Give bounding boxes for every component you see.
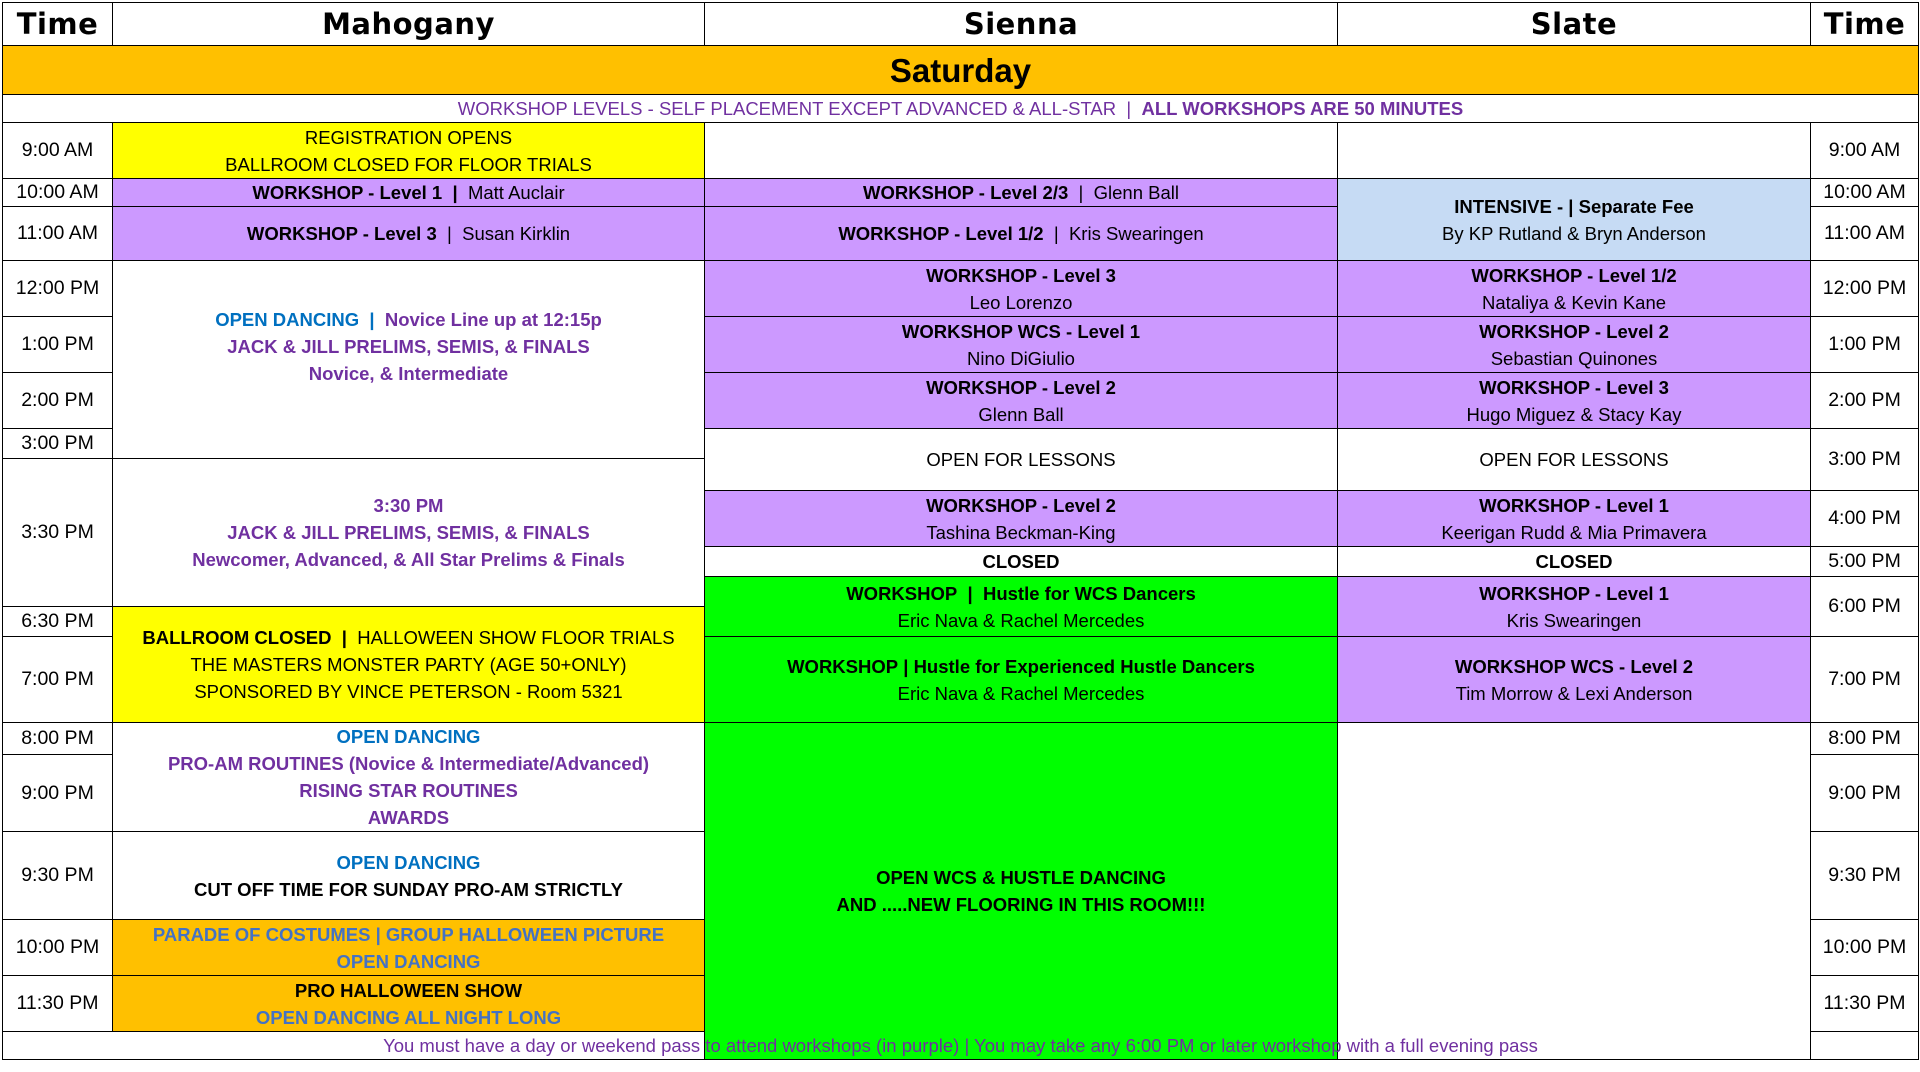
- time-cell-right: 9:30 PM: [1811, 832, 1919, 920]
- time-cell-right: 11:00 AM: [1811, 207, 1919, 261]
- time-cell-left: 11:30 PM: [3, 976, 113, 1032]
- mahogany-registration: REGISTRATION OPENS BALLROOM CLOSED FOR FLOOR TRIALS: [113, 123, 705, 179]
- note-separator: |: [1126, 98, 1132, 119]
- slate-intensive: INTENSIVE - | Separate Fee By KP Rutland & Bryn Anderson: [1338, 179, 1811, 261]
- time-cell-left: 10:00 PM: [3, 920, 113, 976]
- time-cell-right: 6:00 PM: [1811, 577, 1919, 637]
- room-header-slate: Slate: [1338, 3, 1811, 46]
- time-cell-left: 1:00 PM: [3, 317, 113, 373]
- time-cell-left: 11:00 AM: [3, 207, 113, 261]
- time-cell-left: 7:00 PM: [3, 637, 113, 723]
- time-cell-left: 9:30 PM: [3, 832, 113, 920]
- sienna-workshop-level2: WORKSHOP - Level 2 Glenn Ball: [705, 373, 1338, 429]
- slate-workshop-level2: WORKSHOP - Level 2 Sebastian Quinones: [1338, 317, 1811, 373]
- header-row: [3, 3, 1919, 46]
- time-cell-left: 2:00 PM: [3, 373, 113, 429]
- slate-empty-evening: [1338, 723, 1811, 1060]
- row-9am: [3, 123, 1919, 179]
- sienna-closed: CLOSED: [705, 547, 1338, 577]
- room-header-mahogany: Mahogany: [113, 3, 705, 46]
- time-cell-right: 12:00 PM: [1811, 261, 1919, 317]
- slate-open-for-lessons: OPEN FOR LESSONS: [1338, 429, 1811, 491]
- time-cell-right: 4:00 PM: [1811, 491, 1919, 547]
- mahogany-workshop-level1: WORKSHOP - Level 1 | Matt Auclair: [113, 179, 705, 207]
- time-cell-left: 8:00 PM: [3, 723, 113, 755]
- mahogany-parade-of-costumes: PARADE OF COSTUMES | GROUP HALLOWEEN PICTURE OPEN DANCING: [113, 920, 705, 976]
- sienna-hustle-experienced: WORKSHOP | Hustle for Experienced Hustle Dancers Eric Nava & Rachel Mercedes: [705, 637, 1338, 723]
- time-cell-left: 12:00 PM: [3, 261, 113, 317]
- time-cell-left: 9:00 PM: [3, 755, 113, 832]
- mahogany-pro-am-routines: OPEN DANCING PRO-AM ROUTINES (Novice & Intermediate/Advanced) RISING STAR ROUTINES AWARDS: [113, 723, 705, 832]
- time-cell-right: 2:00 PM: [1811, 373, 1919, 429]
- slate-workshop-level3: WORKSHOP - Level 3 Hugo Miguez & Stacy Kay: [1338, 373, 1811, 429]
- sienna-open-wcs-hustle: OPEN WCS & HUSTLE DANCING AND .....NEW FLOORING IN THIS ROOM!!!: [705, 723, 1338, 1060]
- footer-note: You must have a day or weekend pass to attend workshops (in purple) | You may take any 6:00 PM or later workshop with a full evening pass: [3, 1032, 1919, 1060]
- time-cell-right: 7:00 PM: [1811, 637, 1919, 723]
- slate-workshop-level12: WORKSHOP - Level 1/2 Nataliya & Kevin Kane: [1338, 261, 1811, 317]
- time-header-left: Time: [3, 3, 113, 46]
- slate-workshop-level1-b: WORKSHOP - Level 1 Kris Swearingen: [1338, 577, 1811, 637]
- slate-workshop-level1: WORKSHOP - Level 1 Keerigan Rudd & Mia Primavera: [1338, 491, 1811, 547]
- row-10am: [3, 179, 1919, 207]
- mahogany-ballroom-closed: BALLROOM CLOSED | HALLOWEEN SHOW FLOOR TRIALS THE MASTERS MONSTER PARTY (AGE 50+ONLY) SPONSORED BY VINCE PETERSON - Room 5321: [113, 607, 705, 723]
- day-title: Saturday: [3, 46, 1919, 95]
- sienna-hustle-wcs-dancers: WORKSHOP | Hustle for WCS Dancers Eric Nava & Rachel Mercedes: [705, 577, 1338, 637]
- slate-workshop-wcs-level2: WORKSHOP WCS - Level 2 Tim Morrow & Lexi Anderson: [1338, 637, 1811, 723]
- time-cell-left: 9:00 AM: [3, 123, 113, 179]
- workshop-note: [3, 95, 1919, 123]
- time-cell-left: 10:00 AM: [3, 179, 113, 207]
- sienna-workshop-level23: WORKSHOP - Level 2/3 | Glenn Ball: [705, 179, 1338, 207]
- time-cell-right: 9:00 PM: [1811, 755, 1919, 832]
- schedule-table: [2, 2, 1919, 1060]
- row-12pm: [3, 261, 1919, 317]
- time-cell-right: 8:00 PM: [1811, 723, 1919, 755]
- mahogany-open-dancing: OPEN DANCING | Novice Line up at 12:15p JACK & JILL PRELIMS, SEMIS, & FINALS Novice, & Intermediate: [113, 261, 705, 459]
- time-cell-left: 3:30 PM: [3, 459, 113, 607]
- time-cell-right: 9:00 AM: [1811, 123, 1919, 179]
- sienna-workshop-level3: WORKSHOP - Level 3 Leo Lorenzo: [705, 261, 1338, 317]
- day-row: [3, 46, 1919, 95]
- note-row: [3, 95, 1919, 123]
- row-8pm: [3, 723, 1919, 755]
- mahogany-cut-off-time: OPEN DANCING CUT OFF TIME FOR SUNDAY PRO-AM STRICTLY: [113, 832, 705, 920]
- sienna-open-for-lessons: OPEN FOR LESSONS: [705, 429, 1338, 491]
- mahogany-pro-halloween-show: PRO HALLOWEEN SHOW OPEN DANCING ALL NIGHT LONG: [113, 976, 705, 1032]
- time-cell-left: 3:00 PM: [3, 429, 113, 459]
- slate-empty-9am: [1338, 123, 1811, 179]
- footer-row: [3, 1032, 1919, 1060]
- sienna-workshop-level12: WORKSHOP - Level 1/2 | Kris Swearingen: [705, 207, 1338, 261]
- mahogany-jack-and-jill: 3:30 PM JACK & JILL PRELIMS, SEMIS, & FINALS Newcomer, Advanced, & All Star Prelims & Finals: [113, 459, 705, 607]
- time-header-right: Time: [1811, 3, 1919, 46]
- sienna-workshop-wcs-level1: WORKSHOP WCS - Level 1 Nino DiGiulio: [705, 317, 1338, 373]
- sienna-empty-9am: [705, 123, 1338, 179]
- note-part2: ALL WORKSHOPS ARE 50 MINUTES: [1141, 98, 1464, 119]
- mahogany-workshop-level3: WORKSHOP - Level 3 | Susan Kirklin: [113, 207, 705, 261]
- time-cell-right: 11:30 PM: [1811, 976, 1919, 1032]
- room-header-sienna: Sienna: [705, 3, 1338, 46]
- time-cell-right: 1:00 PM: [1811, 317, 1919, 373]
- note-part1: WORKSHOP LEVELS - SELF PLACEMENT EXCEPT ADVANCED & ALL-STAR: [457, 98, 1117, 119]
- time-cell-right: 10:00 AM: [1811, 179, 1919, 207]
- sienna-workshop-level2-b: WORKSHOP - Level 2 Tashina Beckman-King: [705, 491, 1338, 547]
- time-cell-left: 6:30 PM: [3, 607, 113, 637]
- time-cell-right: 3:00 PM: [1811, 429, 1919, 491]
- time-cell-right: 10:00 PM: [1811, 920, 1919, 976]
- time-cell-right: 5:00 PM: [1811, 547, 1919, 577]
- slate-closed: CLOSED: [1338, 547, 1811, 577]
